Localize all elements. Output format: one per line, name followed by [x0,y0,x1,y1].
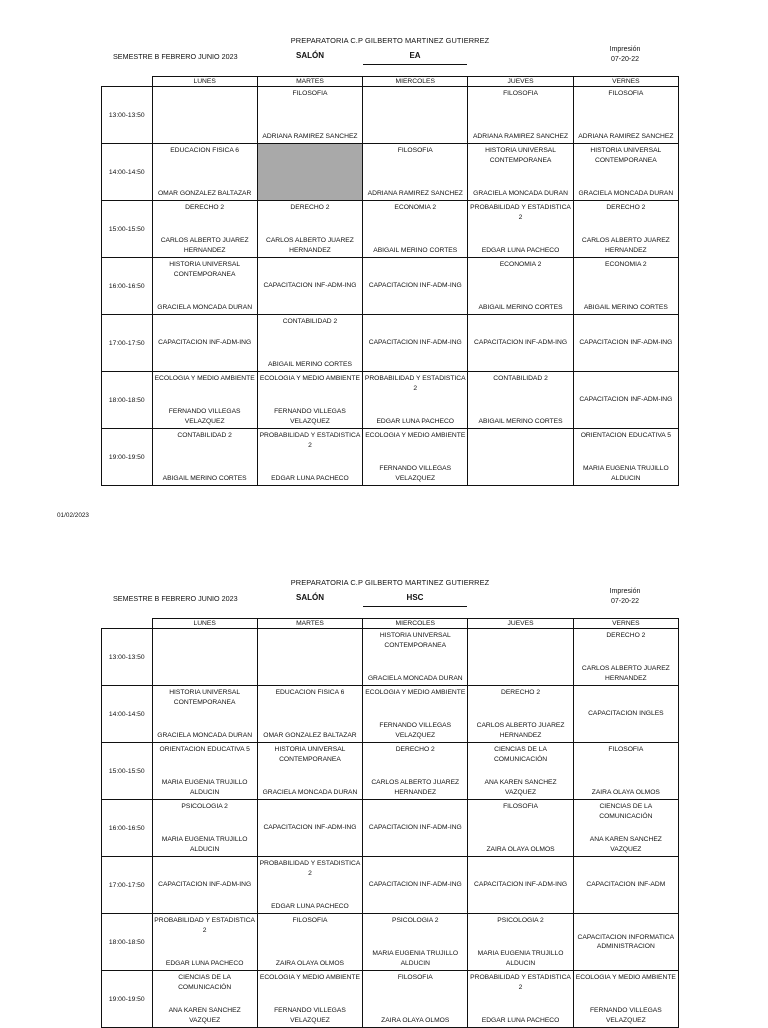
class-cell [468,315,573,372]
class-cell [257,857,362,914]
subject-name: CONTABILIDAD 2 [177,432,232,439]
schedule-table [101,76,679,486]
time-row [102,258,679,315]
teacher-name: FERNANDO VILLEGAS VELAZQUEZ [589,1007,662,1024]
teacher-name: ANA KAREN SANCHEZ VAZQUEZ [484,779,557,796]
teacher-name: CARLOS ALBERTO JUAREZ HERNANDEZ [476,722,565,739]
time-slot: 15:00-15:50 [102,743,153,800]
teacher-name: ANA KAREN SANCHEZ VAZQUEZ [589,836,662,853]
semester-label: SEMESTRE B FEBRERO JUNIO 2023 [113,594,238,603]
class-cell [573,629,678,686]
subject-name: CAPACITACION INF-ADM-ING [579,339,673,347]
teacher-name: MARIA EUGENIA TRUJILLO ALDUCIN [372,950,459,967]
class-cell [152,743,257,800]
subject-name: DERECHO 2 [185,204,225,211]
class-cell [573,87,678,144]
subject-name: CAPACITACION INF-ADM-ING [368,824,462,832]
class-cell [152,686,257,743]
print-label: Impresión [609,46,641,53]
teacher-name: GRACIELA MONCADA DURAN [578,189,674,197]
day-header: MIERCOLES [363,77,468,87]
time-row [102,372,679,429]
class-cell [363,429,468,486]
subject-name: CAPACITACION INF-ADM-ING [368,881,462,889]
class-cell [468,743,573,800]
subject-name: FILOSOFIA [608,90,644,97]
teacher-name: ADRIANA RAMIREZ SANCHEZ [578,132,674,140]
class-cell [152,87,257,144]
subject-name: FILOSOFIA [292,917,328,924]
subject-name: ORIENTACION EDUCATIVA 5 [159,746,250,753]
time-row [102,87,679,144]
teacher-name: CARLOS ALBERTO JUAREZ HERNANDEZ [581,665,670,682]
corner-cell [102,77,153,87]
day-header: JUEVES [468,619,573,629]
class-cell [468,258,573,315]
subject-name: CAPACITACION INF-ADM-ING [474,881,568,889]
time-row [102,201,679,258]
subject-name: PROBABILIDAD Y ESTADISTICA 2 [364,375,466,392]
teacher-name: CARLOS ALBERTO JUAREZ HERNANDEZ [371,779,460,796]
class-cell [363,686,468,743]
teacher-name: GRACIELA MONCADA DURAN [367,674,463,682]
time-slot: 18:00-18:50 [102,372,153,429]
subject-name: PSICOLOGIA 2 [392,917,439,924]
teacher-name: ABIGAIL MERINO CORTES [162,474,247,482]
salon-label: SALÓN [296,51,324,60]
time-row [102,743,679,800]
class-cell [152,629,257,686]
class-cell [257,800,362,857]
teacher-name: EDGAR LUNA PACHECO [481,246,560,254]
print-date: 07-20-22 [610,598,640,605]
teacher-name: FERNANDO VILLEGAS VELAZQUEZ [379,465,452,482]
teacher-name: EDGAR LUNA PACHECO [481,1016,560,1024]
subject-name: PROBABILIDAD Y ESTADISTICA 2 [470,204,571,221]
time-slot: 13:00-13:50 [102,87,153,144]
teacher-name: GRACIELA MONCADA DURAN [473,189,568,197]
teacher-name: FERNANDO VILLEGAS VELAZQUEZ [274,408,346,425]
time-row [102,857,679,914]
time-row [102,315,679,372]
class-cell [468,144,573,201]
subject-name: FILOSOFIA [397,974,433,981]
subject-name: DERECHO 2 [290,204,330,211]
class-cell [363,743,468,800]
teacher-name: MARIA EUGENIA TRUJILLO ALDUCIN [582,465,669,482]
class-cell [468,686,573,743]
subject-name: PSICOLOGIA 2 [181,803,228,810]
class-cell [257,315,362,372]
teacher-name: ABIGAIL MERINO CORTES [478,303,563,311]
class-cell [152,429,257,486]
print-info [600,45,650,65]
subject-name: CIENCIAS DE LA COMUNICACIÓN [599,803,653,820]
subject-name: CAPACITACION INFORMATICA ADMINISTRACION [577,933,675,950]
subject-name: CAPACITACION INF-ADM-ING [368,339,462,347]
class-cell [257,258,362,315]
subject-name: CAPACITACION INF-ADM-ING [158,881,252,889]
subject-name: CAPACITACION INF-ADM-ING [579,396,673,404]
class-cell [468,971,573,1028]
teacher-name: GRACIELA MONCADA DURAN [157,303,253,311]
teacher-name: GRACIELA MONCADA DURAN [157,731,253,739]
class-cell [468,629,573,686]
teacher-name: CARLOS ALBERTO JUAREZ HERNANDEZ [581,237,670,254]
class-cell [152,258,257,315]
day-header: MARTES [257,619,362,629]
time-row [102,971,679,1028]
day-header: VERNES [573,77,678,87]
class-cell [257,743,362,800]
room-name: EA [409,51,421,60]
time-slot: 18:00-18:50 [102,914,153,971]
class-cell [573,857,678,914]
room-name: HSC [406,593,424,602]
class-cell [363,144,468,201]
teacher-name: ABIGAIL MERINO CORTES [267,360,352,368]
subject-name: FILOSOFIA [397,147,433,154]
room-underline [363,64,467,65]
teacher-name: ZAIRA OLAYA OLMOS [275,959,345,967]
class-cell [573,144,678,201]
teacher-name: ABIGAIL MERINO CORTES [373,246,458,254]
class-cell [363,914,468,971]
time-slot: 17:00-17:50 [102,315,153,372]
class-cell [363,857,468,914]
subject-name: HISTORIA UNIVERSAL CONTEMPORANEA [379,632,451,649]
subject-name: HISTORIA UNIVERSAL CONTEMPORANEA [274,746,346,763]
class-cell [363,372,468,429]
time-slot: 15:00-15:50 [102,201,153,258]
class-cell [363,971,468,1028]
teacher-name: MARIA EUGENIA TRUJILLO ALDUCIN [161,836,248,853]
class-cell [468,914,573,971]
teacher-name: FERNANDO VILLEGAS VELAZQUEZ [379,722,452,739]
day-header: MIERCOLES [363,619,468,629]
class-cell [573,372,678,429]
teacher-name: MARIA EUGENIA TRUJILLO ALDUCIN [161,779,248,796]
class-cell [152,315,257,372]
subject-name: ECOLOGIA Y MEDIO AMBIENTE [365,689,466,696]
school-name: PREPARATORIA C.P GILBERTO MARTINEZ GUTIERREZ [290,36,490,45]
teacher-name: CARLOS ALBERTO JUAREZ HERNANDEZ [266,237,354,254]
teacher-name: ABIGAIL MERINO CORTES [478,417,563,425]
subject-name: CONTABILIDAD 2 [493,375,548,382]
time-slot: 14:00-14:50 [102,686,153,743]
class-cell [363,315,468,372]
class-cell [573,315,678,372]
subject-name: CONTABILIDAD 2 [282,318,338,325]
subject-name: CAPACITACION INF-ADM-ING [368,282,462,290]
semester-label: SEMESTRE B FEBRERO JUNIO 2023 [113,52,238,61]
subject-name: CIENCIAS DE LA COMUNICACIÓN [178,974,232,991]
subject-name: ECOLOGIA Y MEDIO AMBIENTE [365,432,466,439]
print-info [600,587,650,607]
subject-name: HISTORIA UNIVERSAL CONTEMPORANEA [485,147,556,164]
print-label: Impresión [609,588,641,595]
time-row [102,686,679,743]
subject-name: PSICOLOGIA 2 [497,917,544,924]
class-cell [152,201,257,258]
time-slot: 16:00-16:50 [102,800,153,857]
teacher-name: EDGAR LUNA PACHECO [271,902,349,910]
class-cell [468,800,573,857]
subject-name: ORIENTACION EDUCATIVA 5 [580,432,671,439]
print-date: 07-20-22 [610,56,640,63]
class-cell [257,144,362,201]
teacher-name: EDGAR LUNA PACHECO [376,417,455,425]
page-date: 01/02/2023 [57,512,89,519]
time-row [102,914,679,971]
class-cell [573,971,678,1028]
teacher-name: FERNANDO VILLEGAS VELAZQUEZ [274,1007,346,1024]
schedule-table [101,618,679,1028]
subject-name: PROBABILIDAD Y ESTADISTICA 2 [154,917,255,934]
class-cell [573,429,678,486]
day-header: LUNES [152,77,257,87]
subject-name: ECOLOGIA Y MEDIO AMBIENTE [575,974,676,981]
class-cell [363,800,468,857]
subject-name: HISTORIA UNIVERSAL CONTEMPORANEA [590,147,662,164]
subject-name: CAPACITACION INF-ADM-ING [474,339,568,347]
teacher-name: ADRIANA RAMIREZ SANCHEZ [367,189,463,197]
teacher-name: ZAIRA OLAYA OLMOS [381,1016,450,1024]
teacher-name: FERNANDO VILLEGAS VELAZQUEZ [168,408,241,425]
teacher-name: EDGAR LUNA PACHECO [165,959,244,967]
subject-name: HISTORIA UNIVERSAL CONTEMPORANEA [169,261,241,278]
subject-name: FILOSOFIA [503,803,538,810]
salon-label: SALÓN [296,593,324,602]
teacher-name: ADRIANA RAMIREZ SANCHEZ [262,132,358,140]
time-slot: 13:00-13:50 [102,629,153,686]
class-cell [152,971,257,1028]
subject-name: ECOLOGIA Y MEDIO AMBIENTE [259,375,360,382]
teacher-name: CARLOS ALBERTO JUAREZ HERNANDEZ [160,237,249,254]
time-row [102,429,679,486]
time-slot: 19:00-19:50 [102,971,153,1028]
subject-name: ECOLOGIA Y MEDIO AMBIENTE [259,974,360,981]
room-underline [363,606,467,607]
teacher-name: GRACIELA MONCADA DURAN [262,788,358,796]
class-cell [257,914,362,971]
subject-name: CAPACITACION INF-ADM-ING [263,282,357,290]
subject-name: FILOSOFIA [292,90,328,97]
subject-name: CIENCIAS DE LA COMUNICACIÓN [493,746,548,763]
class-cell [257,372,362,429]
subject-name: CAPACITACION INGLES [588,710,664,718]
subject-name: CAPACITACION INF-ADM-ING [158,339,252,347]
class-cell [257,201,362,258]
school-name: PREPARATORIA C.P GILBERTO MARTINEZ GUTIERREZ [290,578,490,587]
class-cell [363,87,468,144]
time-slot: 14:00-14:50 [102,144,153,201]
class-cell [573,201,678,258]
subject-name: DERECHO 2 [501,689,541,696]
subject-name: CAPACITACION INF-ADM-ING [263,824,357,832]
time-row [102,144,679,201]
teacher-name: EDGAR LUNA PACHECO [271,474,349,482]
teacher-name: ZAIRA OLAYA OLMOS [486,845,555,853]
day-header: VERNES [573,619,678,629]
class-cell [257,629,362,686]
day-header-row [102,619,679,629]
time-row [102,629,679,686]
day-header: JUEVES [468,77,573,87]
time-row [102,800,679,857]
class-cell [152,372,257,429]
day-header: LUNES [152,619,257,629]
day-header-row [102,77,679,87]
class-cell [257,429,362,486]
subject-name: HISTORIA UNIVERSAL CONTEMPORANEA [169,689,241,706]
time-slot: 19:00-19:50 [102,429,153,486]
subject-name: EDUCACION FISICA 6 [170,147,240,154]
subject-name: CAPACITACION INF-ADM [586,881,666,889]
corner-cell [102,619,153,629]
subject-name: PROBABILIDAD Y ESTADISTICA 2 [259,860,361,877]
time-slot: 16:00-16:50 [102,258,153,315]
teacher-name: OMAR GONZALEZ BALTAZAR [157,189,252,197]
class-cell [468,87,573,144]
teacher-name: ADRIANA RAMIREZ SANCHEZ [472,132,569,140]
class-cell [573,800,678,857]
class-cell [152,144,257,201]
subject-name: FILOSOFIA [503,90,538,97]
subject-name: DERECHO 2 [395,746,435,753]
subject-name: EDUCACION FISICA 6 [275,689,345,696]
class-cell [257,971,362,1028]
class-cell [468,429,573,486]
time-slot: 17:00-17:50 [102,857,153,914]
class-cell [152,800,257,857]
class-cell [363,258,468,315]
teacher-name: ANA KAREN SANCHEZ VAZQUEZ [168,1007,241,1024]
subject-name: ECOLOGIA Y MEDIO AMBIENTE [154,375,255,382]
subject-name: PROBABILIDAD Y ESTADISTICA 2 [259,432,361,449]
teacher-name: ZAIRA OLAYA OLMOS [591,788,660,796]
class-cell [152,914,257,971]
subject-name: DERECHO 2 [606,204,646,211]
subject-name: ECONOMIA 2 [394,204,437,211]
subject-name: ECONOMIA 2 [605,261,647,268]
class-cell [573,686,678,743]
class-cell [257,686,362,743]
subject-name: ECONOMIA 2 [499,261,542,268]
teacher-name: MARIA EUGENIA TRUJILLO ALDUCIN [477,950,564,967]
subject-name: PROBABILIDAD Y ESTADISTICA 2 [470,974,571,991]
class-cell [363,201,468,258]
class-cell [468,372,573,429]
class-cell [468,201,573,258]
class-cell [468,857,573,914]
class-cell [152,857,257,914]
class-cell [363,629,468,686]
class-cell [573,258,678,315]
class-cell [257,87,362,144]
class-cell [573,743,678,800]
day-header: MARTES [257,77,362,87]
teacher-name: ABIGAIL MERINO CORTES [583,303,668,311]
teacher-name: OMAR GONZALEZ BALTAZAR [263,731,357,739]
class-cell [573,914,678,971]
subject-name: FILOSOFIA [608,746,644,753]
subject-name: DERECHO 2 [606,632,646,639]
